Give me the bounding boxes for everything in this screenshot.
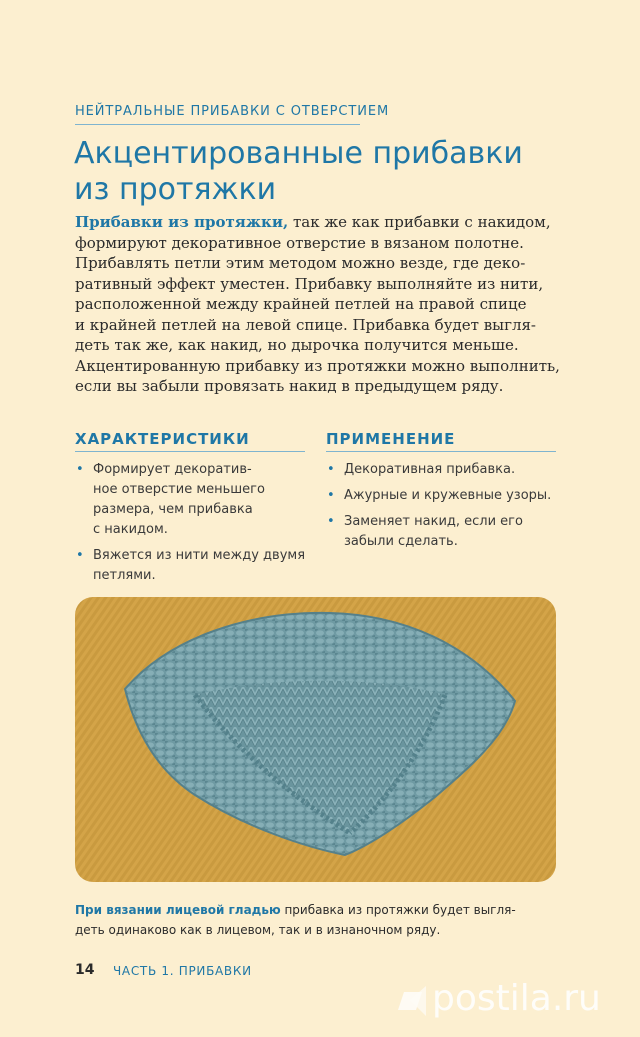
watermark-text: postila.ru [432, 978, 601, 1019]
kicker-underline [75, 124, 360, 125]
intro-line: расположенной между крайней петлей на правой спице [75, 295, 527, 313]
bullet-icon: • [76, 548, 84, 563]
knitted-swatch-photo [75, 597, 556, 882]
page-title [74, 136, 594, 208]
page-number: 14 [75, 962, 95, 978]
list-item-line: размера, чем прибавка [93, 502, 253, 517]
intro-line [75, 212, 565, 233]
list-item [326, 460, 566, 480]
bullet-icon: • [327, 462, 335, 477]
list-item [326, 486, 566, 506]
intro-text: так же как прибавки с накидом, [288, 213, 551, 231]
bullet-icon: • [327, 488, 335, 503]
intro-line: если вы забыли провязать накид в предыдущем ряду. [75, 377, 504, 395]
list-item-line: забыли сделать. [344, 534, 458, 549]
intro-line: ративный эффект уместен. Прибавку выполняйте из нити, [75, 274, 544, 293]
photo-caption [75, 900, 575, 940]
title-line: Акцентированные прибавки [74, 136, 523, 171]
list-item [75, 460, 315, 540]
list-item-line: с накидом. [93, 522, 168, 537]
characteristics-heading: ХАРАКТЕРИСТИКИ [75, 430, 250, 448]
list-item-line: Вяжется из нити между двумя [93, 548, 306, 563]
caption-lead: При вязании лицевой гладью [75, 903, 281, 917]
application-underline [326, 451, 556, 452]
list-item-line: Декоративная прибавка. [344, 462, 516, 477]
application-heading: ПРИМЕНЕНИЕ [326, 430, 456, 448]
knitted-swatch-icon [75, 597, 556, 882]
application-list [326, 460, 566, 558]
postila-watermark [386, 970, 640, 1033]
intro-lead: Прибавки из протяжки, [75, 213, 289, 231]
list-item-line: Ажурные и кружевные узоры. [344, 488, 552, 503]
intro-line: Прибавлять петли этим методом можно везде, где деко- [75, 254, 526, 272]
intro-paragraph [75, 212, 565, 397]
bullet-icon: • [76, 462, 84, 477]
list-item-line: Формирует декоратив- [93, 462, 252, 477]
bullet-icon: • [327, 514, 335, 529]
intro-line: Акцентированную прибавку из протяжки можно выполнить, [75, 356, 560, 375]
list-item-line: петлями. [93, 568, 156, 583]
part-label: ЧАСТЬ 1. ПРИБАВКИ [113, 964, 252, 978]
intro-line: формируют декоративное отверстие в вязаном полотне. [75, 233, 524, 252]
list-item [75, 546, 315, 586]
characteristics-list [75, 460, 315, 592]
list-item [326, 512, 566, 552]
section-kicker: НЕЙТРАЛЬНЫЕ ПРИБАВКИ С ОТВЕРСТИЕМ [75, 104, 390, 119]
list-item-line: Заменяет накид, если его [344, 514, 523, 529]
title-line: из протяжки [74, 172, 277, 207]
caption-line [75, 900, 575, 920]
intro-line: деть так же, как накид, но дырочка получится меньше. [75, 336, 519, 354]
caption-line: деть одинаково как в лицевом, так и в изнаночном ряду. [75, 923, 441, 937]
caption-text: прибавка из протяжки будет выгля- [280, 903, 516, 917]
list-item-line: ное отверстие меньшего [93, 482, 265, 497]
intro-line: и крайней петлей на левой спице. Прибавка будет выгля- [75, 315, 537, 334]
characteristics-underline [75, 451, 305, 452]
